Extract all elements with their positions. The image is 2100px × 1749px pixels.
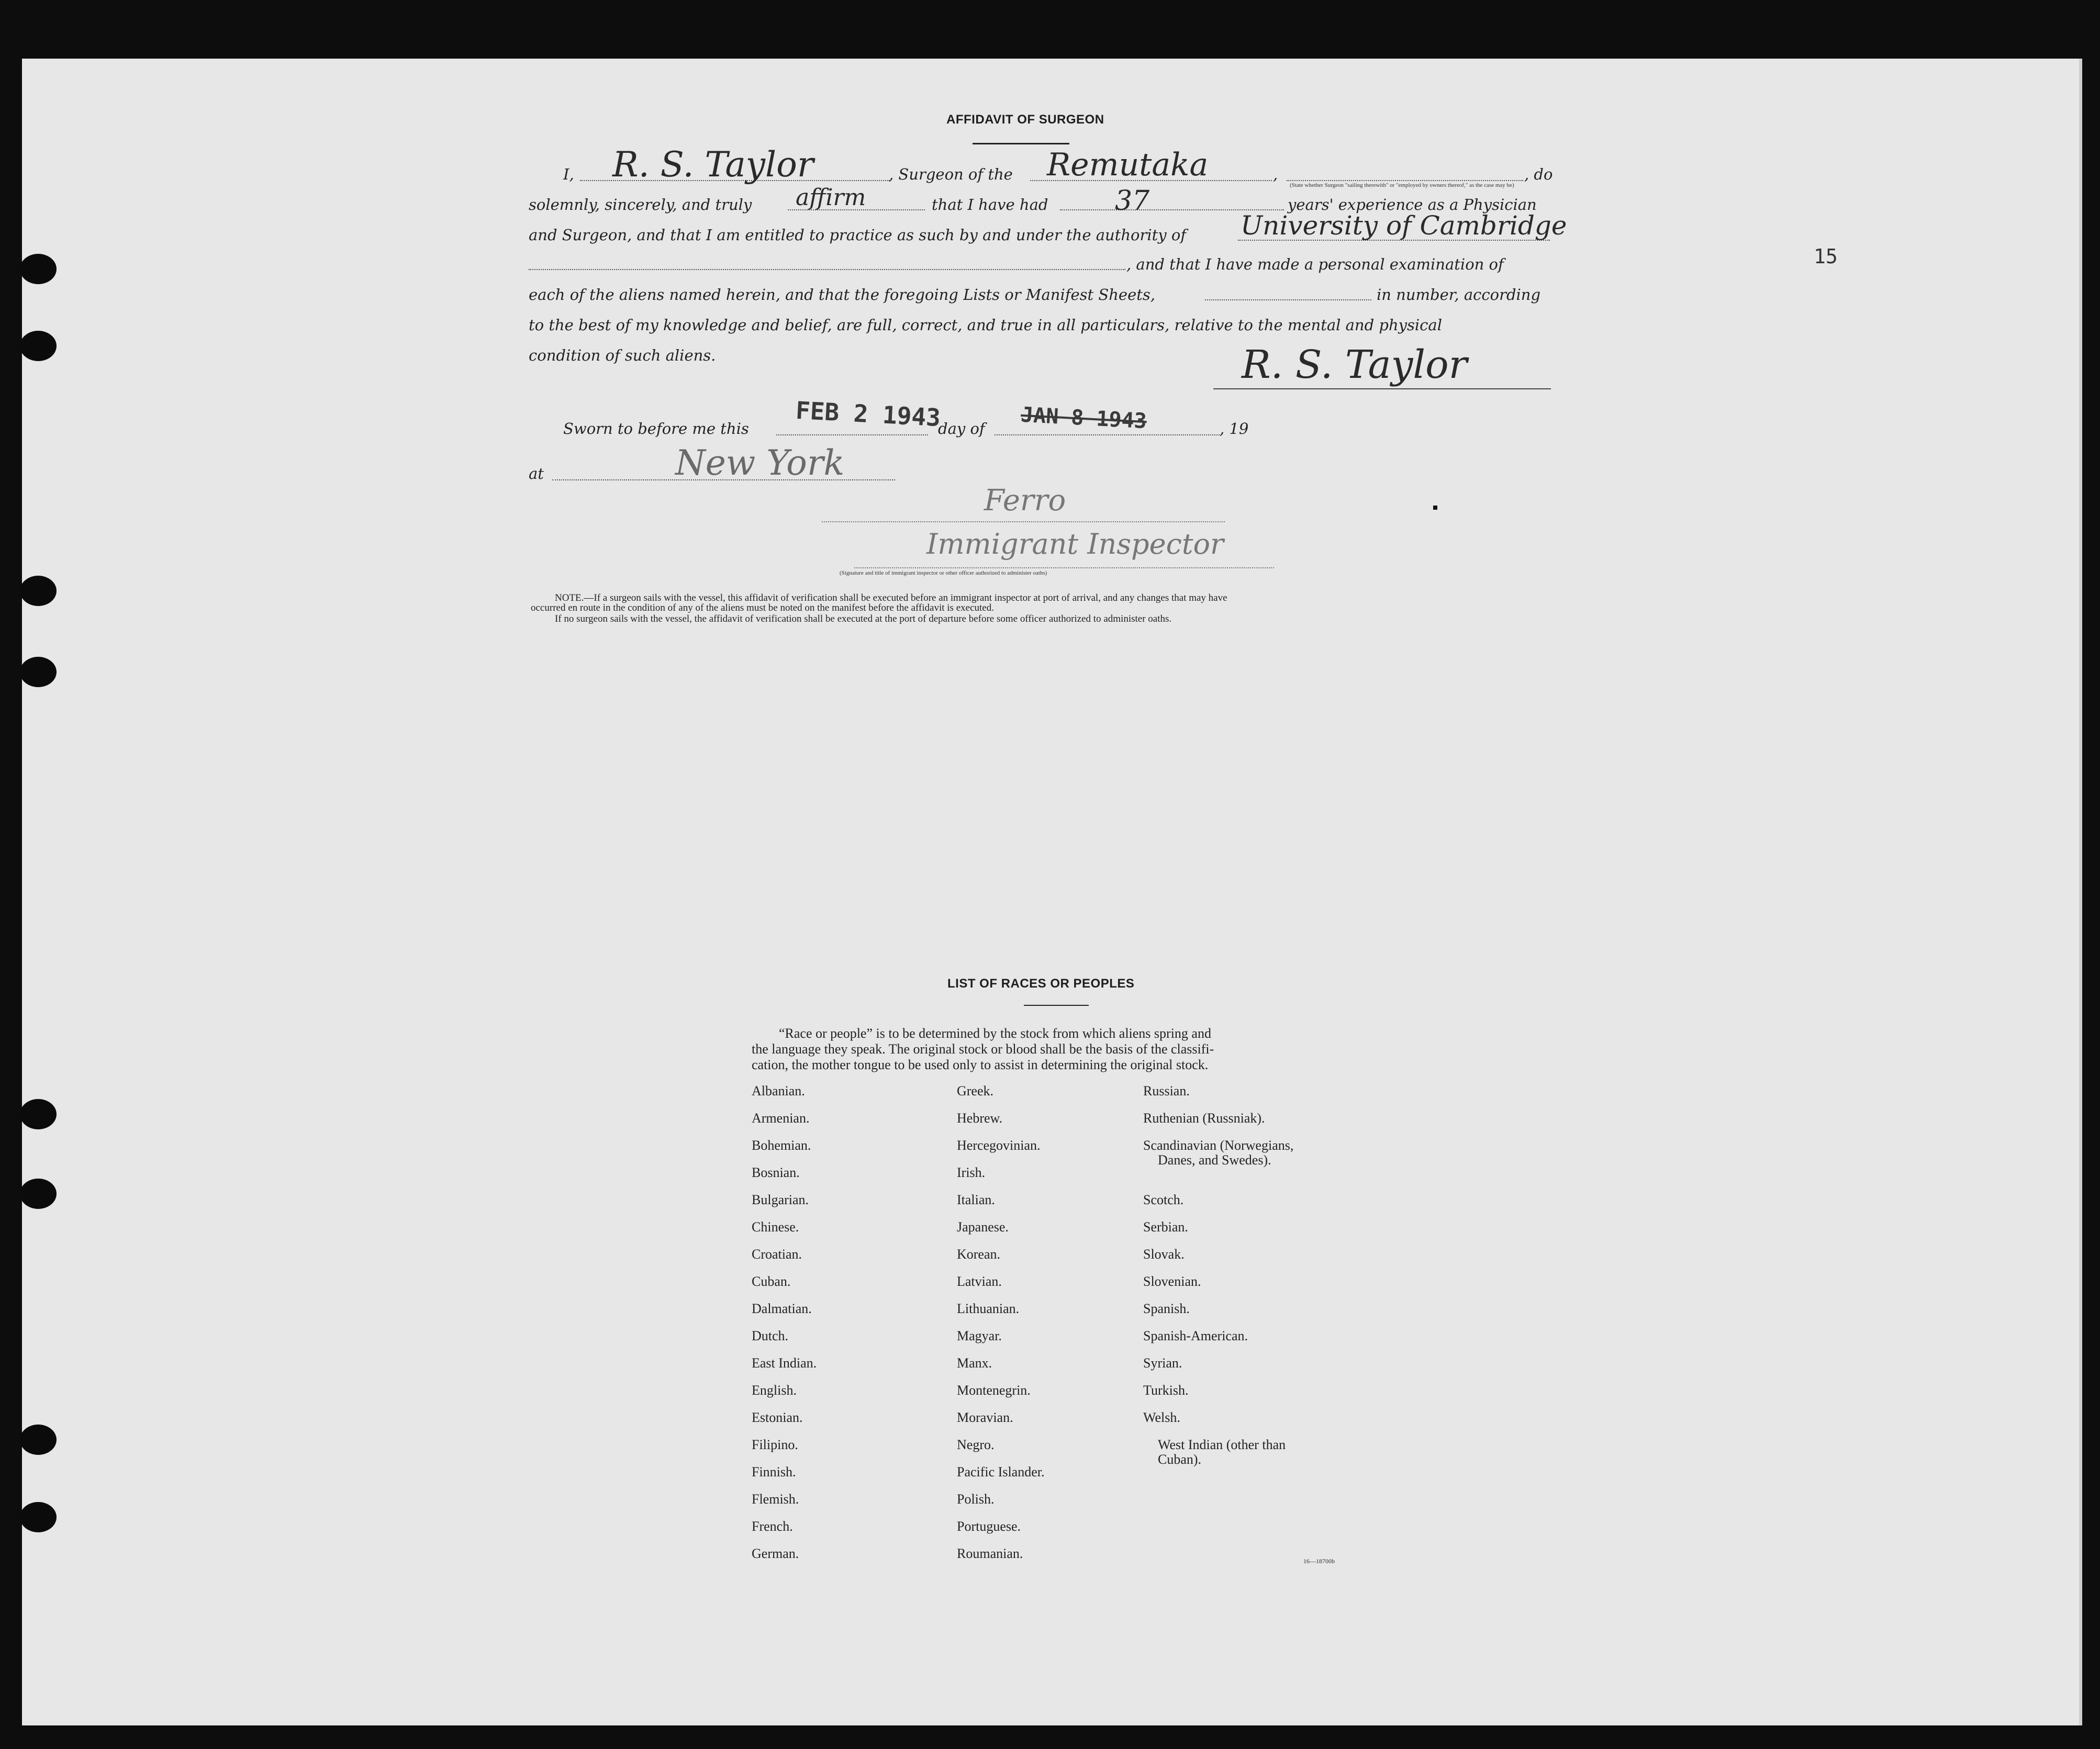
race-item: Serbian.: [1143, 1219, 1188, 1235]
sheets-count-line: [1205, 299, 1371, 300]
years-value: 37: [1115, 185, 1150, 217]
race-item: Hebrew.: [957, 1111, 1003, 1126]
race-item: Montenegrin.: [957, 1383, 1031, 1398]
race-item: Bosnian.: [752, 1165, 800, 1180]
form-number: 16—18700b: [1303, 1557, 1335, 1565]
race-item: Greek.: [957, 1083, 994, 1098]
at-label: at: [529, 465, 544, 483]
race-item: Lithuanian.: [957, 1301, 1020, 1316]
punch-hole: [20, 657, 57, 687]
race-item: West Indian (other than: [1158, 1437, 1286, 1452]
have-had-label: that I have had: [932, 196, 1048, 214]
sworn-date-stamp: FEB 2 1943: [795, 396, 942, 432]
surgeon-type-line: [1287, 180, 1523, 181]
race-item: Scandinavian (Norwegians,: [1143, 1138, 1294, 1153]
inspector-line-2: [854, 567, 1274, 568]
punch-hole: [20, 1099, 57, 1129]
races-intro-1: “Race or people” is to be determined by the stock from which aliens spring and: [779, 1026, 1211, 1041]
vessel-name: Remutaka: [1047, 147, 1209, 183]
note-line-3: If no surgeon sails with the vessel, the affidavit of verification shall be executed at the port of departure before some officer authorized to administer oaths.: [555, 613, 1172, 624]
sworn-label: Sworn to before me this: [563, 420, 749, 438]
race-item: Bohemian.: [752, 1138, 811, 1153]
race-item: Moravian.: [957, 1410, 1013, 1425]
race-item: Dalmatian.: [752, 1301, 812, 1316]
race-item: Korean.: [957, 1247, 1001, 1262]
race-item: Magyar.: [957, 1328, 1002, 1343]
race-item: Russian.: [1143, 1083, 1190, 1098]
ink-speck: [1433, 506, 1437, 510]
race-item: Polish.: [957, 1492, 995, 1507]
race-item: Latvian.: [957, 1274, 1002, 1289]
race-item: Armenian.: [752, 1111, 810, 1126]
race-item: Welsh.: [1143, 1410, 1180, 1425]
races-intro-2: the language they speak. The original stock or blood shall be the basis of the classifi-: [752, 1041, 1214, 1057]
race-item: Slovak.: [1143, 1247, 1185, 1262]
race-item: Croatian.: [752, 1247, 802, 1262]
sworn-day-line: [776, 434, 928, 435]
struck-date-stamp: JAN 8 1943: [1020, 402, 1147, 434]
inspector-signature: Ferro: [984, 484, 1066, 518]
race-item: Filipino.: [752, 1437, 798, 1452]
race-item: Bulgarian.: [752, 1192, 809, 1207]
surgeon-label: and Surgeon, and that I am entitled to practice as such by and under the authority of: [529, 226, 1187, 244]
race-item: Albanian.: [752, 1083, 805, 1098]
race-item: English.: [752, 1383, 797, 1398]
race-item: Hercegovinian.: [957, 1138, 1041, 1153]
races-title: LIST OF RACES OR PEOPLES: [947, 977, 1135, 991]
surgeon-name: R. S. Taylor: [612, 144, 814, 185]
document-page: [22, 59, 2082, 1725]
race-item: Negro.: [957, 1437, 995, 1452]
race-item: Danes, and Swedes).: [1158, 1152, 1271, 1168]
punch-hole: [20, 331, 57, 361]
month-line: [995, 434, 1220, 435]
condition-label: condition of such aliens.: [529, 346, 716, 364]
authority-line-2: [529, 269, 1125, 270]
race-item: Portuguese.: [957, 1519, 1021, 1534]
punch-hole: [20, 1425, 57, 1455]
race-item: Italian.: [957, 1192, 995, 1207]
signature-caption: (Signature and title of immigrant inspector or other officer authorized to administer oaths): [840, 570, 1047, 576]
page-number: 15: [1814, 245, 1838, 268]
race-item: Turkish.: [1143, 1383, 1189, 1398]
signature-line: [1213, 388, 1551, 389]
punch-hole: [20, 1179, 57, 1209]
race-item: German.: [752, 1546, 799, 1561]
race-item: Finnish.: [752, 1464, 796, 1479]
affirm-value: affirm: [796, 184, 866, 211]
race-item: Cuban.: [752, 1274, 791, 1289]
punch-hole: [20, 576, 57, 606]
solemnly-label: solemnly, sincerely, and truly: [529, 196, 752, 214]
location-value: New York: [675, 443, 845, 483]
races-title-underline: [1024, 1005, 1089, 1006]
inspector-title: Immigrant Inspector: [926, 528, 1224, 560]
note-line-2: occurred en route in the condition of any of the aliens must be noted on the manifest before the affidavit is executed.: [531, 602, 994, 613]
race-item: Spanish.: [1143, 1301, 1190, 1316]
surgeon-of-label: , Surgeon of the: [889, 165, 1013, 183]
race-item: Chinese.: [752, 1219, 799, 1235]
do-label: , do: [1524, 165, 1553, 183]
races-intro-3: cation, the mother tongue to be used only to assist in determining the original stock.: [752, 1057, 1209, 1072]
race-item: Spanish-American.: [1143, 1328, 1248, 1343]
race-item: East Indian.: [752, 1355, 817, 1371]
race-item: Scotch.: [1143, 1192, 1184, 1207]
day-of-label: day of: [938, 420, 985, 438]
race-item: Japanese.: [957, 1219, 1009, 1235]
aliens-label: each of the aliens named herein, and that the foregoing Lists or Manifest Sheets,: [529, 286, 1156, 304]
knowledge-label: to the best of my knowledge and belief, are full, correct, and true in all particulars, relative to the mental and physical: [529, 316, 1442, 334]
race-item: Roumanian.: [957, 1546, 1023, 1561]
title-underline: [973, 143, 1069, 144]
authority-value: University of Cambridge: [1241, 210, 1567, 241]
punch-hole: [20, 254, 57, 284]
race-item: French.: [752, 1519, 793, 1534]
owner-note: (State whether Surgeon "sailing therewith" or "employed by owners thereof," as the case may be): [1290, 182, 1514, 188]
race-item: Manx.: [957, 1355, 992, 1371]
punch-hole: [20, 1502, 57, 1532]
race-item: Irish.: [957, 1165, 986, 1180]
race-item: Dutch.: [752, 1328, 789, 1343]
i-label: I,: [563, 165, 574, 183]
surgeon-signature: R. S. Taylor: [1242, 342, 1467, 387]
race-item: Pacific Islander.: [957, 1464, 1045, 1479]
year-label: , 19: [1220, 420, 1249, 438]
number-label: in number, according: [1377, 286, 1541, 304]
race-item: Cuban).: [1158, 1452, 1202, 1467]
note-line-1: NOTE.—If a surgeon sails with the vessel, this affidavit of verification shall be executed before an immigrant inspector at port of arrival, and any changes that may have: [555, 592, 1227, 603]
race-item: Slovenian.: [1143, 1274, 1201, 1289]
examination-label: , and that I have made a personal examination of: [1126, 255, 1504, 273]
race-item: Syrian.: [1143, 1355, 1182, 1371]
inspector-line-1: [822, 521, 1225, 522]
race-item: Ruthenian (Russniak).: [1143, 1111, 1265, 1126]
affidavit-title: AFFIDAVIT OF SURGEON: [946, 113, 1104, 127]
race-item: Flemish.: [752, 1492, 799, 1507]
experience-label: years' experience as a Physician: [1288, 196, 1537, 214]
race-item: Estonian.: [752, 1410, 803, 1425]
